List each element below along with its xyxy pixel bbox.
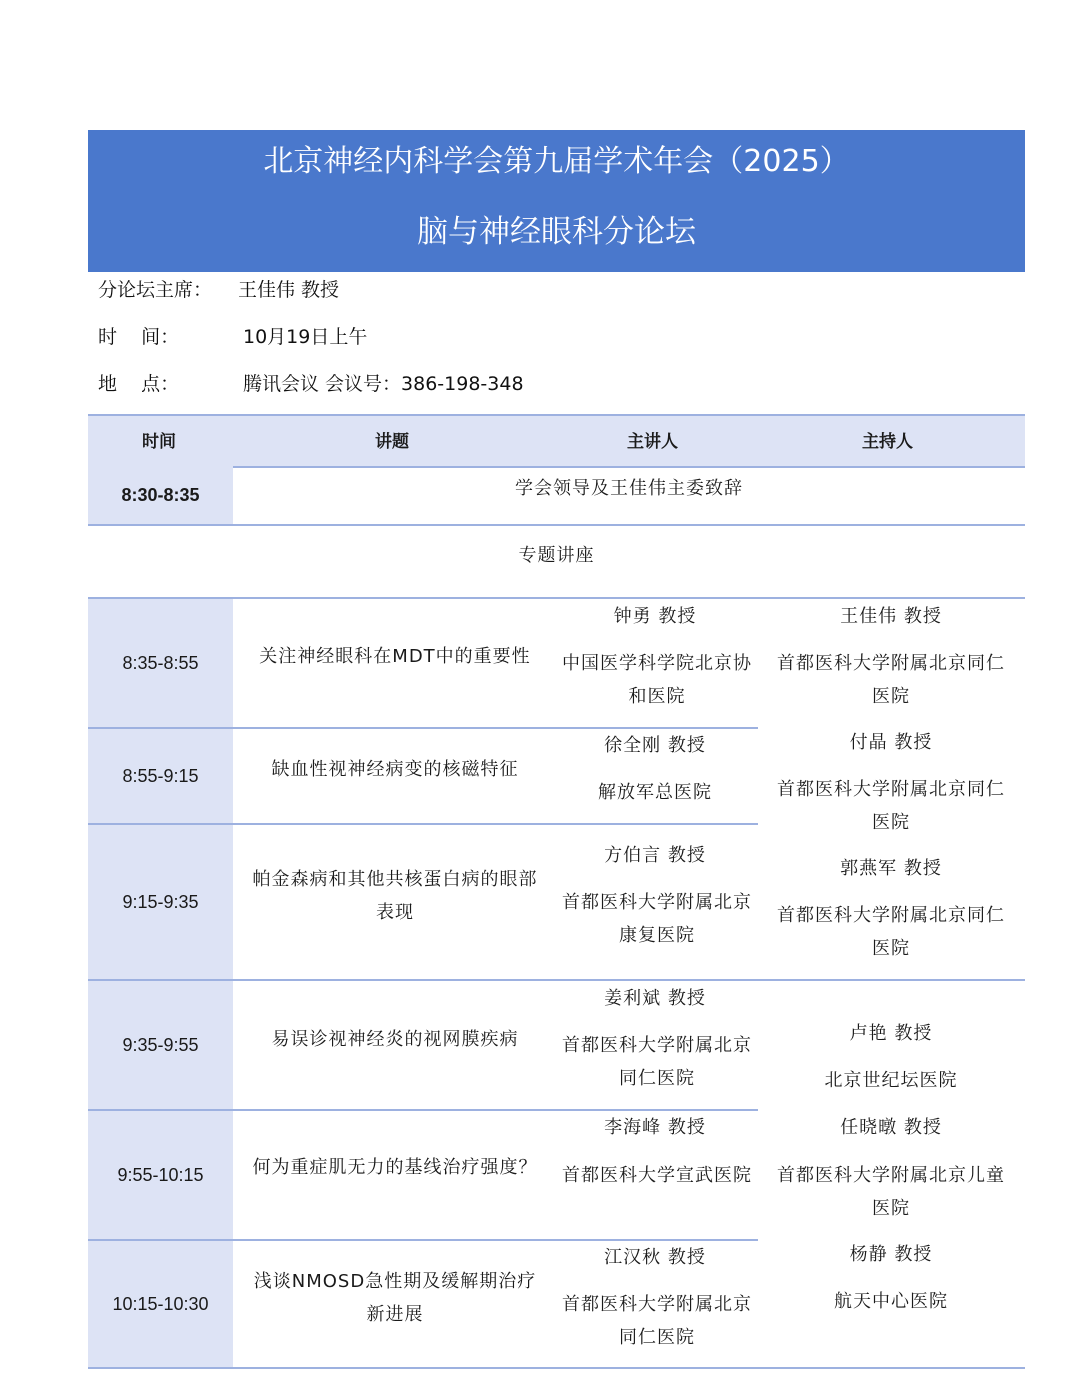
host-name: 卢艳 教授 [849,1023,933,1044]
host-name: 杨静 教授 [849,1244,933,1265]
rule [88,979,1025,981]
rule [88,1367,1025,1369]
section-title: 专题讲座 [518,545,595,566]
header-speaker: 主讲人 [627,432,678,452]
place-label: 地 点： [98,373,180,395]
talk-topic: 易误诊视神经炎的视网膜疾病 [271,1029,519,1050]
talk-time: 8:35-8:55 [88,599,233,727]
host-hospital: 航天中心医院 [834,1291,948,1312]
opening-title: 学会领导及王佳伟主委致辞 [515,478,743,499]
talk-topic: 何为重症肌无力的基线治疗强度？ [252,1157,538,1178]
talk-time: 8:55-9:15 [88,729,233,823]
chair-value: 王佳伟 教授 [238,279,340,301]
time-label: 时 间： [98,326,180,348]
talk-time: 9:15-9:35 [88,825,233,979]
rule [88,524,1025,526]
header-time: 时间 [142,432,176,452]
speaker-name: 方伯言 教授 [604,845,706,866]
host-name: 付晶 教授 [849,732,933,753]
host-hospital: 首都医科大学附属北京同仁医院 [777,779,1005,833]
opening-time: 8:30-8:35 [88,466,233,524]
speaker-name: 李海峰 教授 [604,1117,706,1138]
schedule-header [88,414,1025,468]
speaker-name: 徐全刚 教授 [604,735,706,756]
header-host: 主持人 [862,432,913,452]
place-value: 腾讯会议 会议号：386-198-348 [243,373,524,395]
host-hospital: 首都医科大学附属北京同仁医院 [777,653,1005,707]
talk-topic: 帕金森病和其他共核蛋白病的眼部表现 [252,869,538,923]
speaker-hospital: 解放军总医院 [598,782,712,803]
talk-topic: 关注神经眼科在MDT中的重要性 [259,646,531,667]
talk-topic: 缺血性视神经病变的核磁特征 [271,759,519,780]
rule [88,823,758,825]
host-hospital: 北京世纪坛医院 [824,1070,958,1091]
host-hospital: 首都医科大学附属北京儿童医院 [777,1165,1005,1219]
speaker-hospital: 首都医科大学宣武医院 [562,1165,752,1186]
time-value: 10月19日上午 [243,326,368,348]
speaker-hospital: 首都医科大学附属北京同仁医院 [562,1294,752,1348]
host-hospital: 首都医科大学附属北京同仁医院 [777,905,1005,959]
speaker-hospital: 首都医科大学附属北京康复医院 [562,892,752,946]
host-name: 任晓暾 教授 [840,1117,942,1138]
host-name: 郭燕军 教授 [840,858,942,879]
speaker-name: 姜利斌 教授 [604,988,706,1009]
talk-topic: 浅谈NMOSD急性期及缓解期治疗新进展 [253,1271,537,1325]
talk-time: 10:15-10:30 [88,1241,233,1367]
talk-time: 9:35-9:55 [88,981,233,1109]
host-name: 王佳伟 教授 [840,606,942,627]
speaker-hospital: 首都医科大学附属北京同仁医院 [562,1035,752,1089]
title-banner [88,130,1025,272]
talk-time: 9:55-10:15 [88,1111,233,1239]
forum-subtitle: 脑与神经眼科分论坛 [417,214,696,250]
speaker-name: 江汉秋 教授 [604,1247,706,1268]
speaker-hospital: 中国医学科学院北京协和医院 [562,653,752,707]
header-topic: 讲题 [375,432,409,452]
conference-title: 北京神经内科学会第九届学术年会（2025） [263,144,850,179]
speaker-name: 钟勇 教授 [613,606,697,627]
chair-label: 分论坛主席： [98,279,213,301]
